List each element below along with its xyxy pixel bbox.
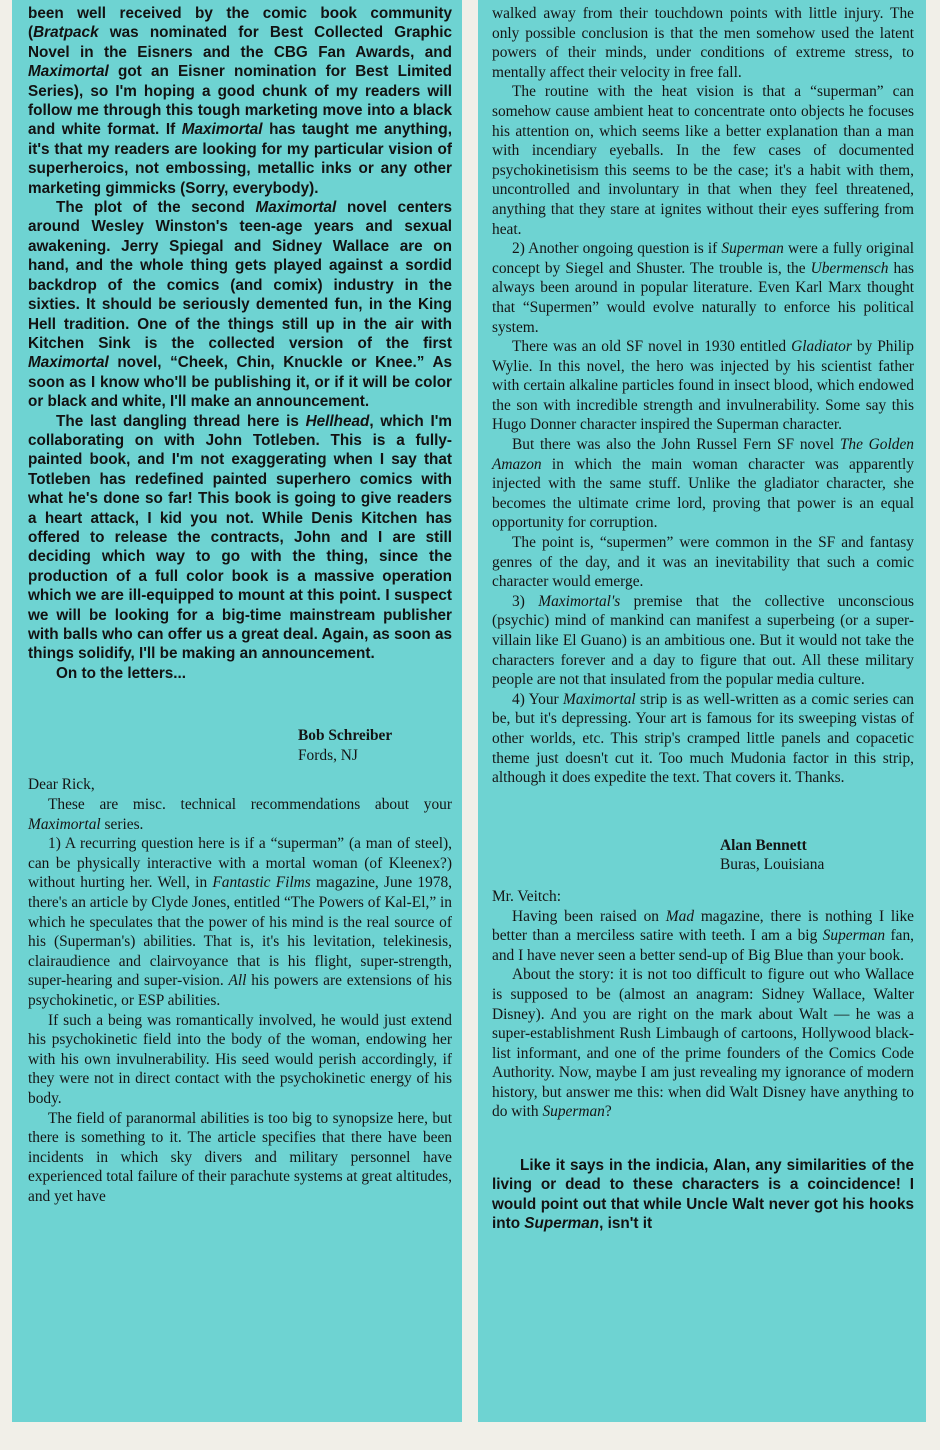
text-run: been well received by the comic book community ( — [28, 5, 452, 42]
second-letter-body — [492, 887, 914, 1122]
letter-paragraph — [492, 82, 914, 239]
italic-title-run: Fantastic Films — [212, 874, 311, 892]
letter-paragraph — [492, 690, 914, 788]
text-run: has always been around in popular literature. Even Karl Marx thought that “Supermen” would evolve naturally to enforce his political system. — [492, 259, 914, 336]
text-run: in which the main woman character was apparently injected with the same stuff. Unlike the gladiator character, she becomes the ultimate crime lord, proving that power is an equal opportunity for corruption. — [492, 455, 914, 532]
italic-title-run: Superman — [721, 240, 784, 258]
letter-paragraph — [492, 239, 914, 337]
text-run: ? — [604, 1103, 612, 1121]
text-run: Having been raised on — [512, 907, 666, 925]
text-run: The last dangling thread here is — [56, 412, 306, 430]
letter-paragraph — [492, 4, 914, 82]
editor-paragraph — [492, 1156, 914, 1234]
editor-reply — [492, 1156, 914, 1234]
italic-title-run: Maximortal — [563, 690, 636, 708]
text-run: , isn't it — [599, 1215, 653, 1233]
italic-title-run: Superman — [542, 1103, 605, 1121]
text-run: has taught me anything, it's that my readers are looking for my particular vision of superheroics, not embossing, metallic inks or any other marketing gimmicks (Sorry, everybody). — [28, 121, 452, 197]
italic-title-run: All — [228, 972, 247, 990]
text-run: were a fully original concept by Siegel and Shuster. The trouble is, the — [492, 240, 915, 277]
editor-paragraph — [28, 412, 452, 664]
text-run: magazine, there is nothing I like better than a merciless satire with teeth. I am a big — [492, 907, 915, 945]
text-run: The field of paranormal abilities is too big to synopsize here, but there is something to it. The article specifies that there have been incidents in which sky divers and military personnel have experienced total failure of their parachute systems at great altitudes, and yet have — [28, 1109, 452, 1205]
text-run: 2) Another ongoing question is if — [512, 240, 722, 258]
text-run: If such a being was romantically involved, he would just extend his psychokinetic field into the body of the woman, endowing her with his own invulnerability. His seed would perish accordingly, if they were not in direct contact with the psychokinetic energy of his body. — [28, 1011, 452, 1107]
italic-title-run: Gladiator — [791, 338, 852, 356]
letter-body-continued — [492, 4, 914, 788]
letter-paragraph — [492, 533, 914, 592]
letter-paragraph — [492, 907, 914, 966]
text-run: got an Eisner nomination for Best Limited Series), so I'm hoping a good chunk of my readers will follow me through this tough marketing move into a black and white format. If — [28, 63, 452, 139]
letter-paragraph — [28, 834, 452, 1010]
signature-name: Alan Bennett — [720, 836, 807, 854]
letter-paragraph — [28, 1109, 452, 1207]
italic-title-run: Maximortal — [255, 199, 337, 217]
italic-title-run: Mad — [665, 907, 695, 925]
text-run: premise that the collective unconscious (psychic) mind of mankind can manifest a superbeing (or a super-villain like El Guano) is an ambitious one. But it would not take the characters forever and a day to figure that out. All these military people are not that insulated from the popular media culture. — [492, 592, 915, 689]
text-run: , which I'm collaborating on with John Totleben. This is a fully-painted book, and I'm not exaggerating when I say that Totleben has redefined painted superhero comics with what he's done so far! This book is going to give readers a heart attack, I kid you not. While Denis Kitchen has offered to release the contracts, John and I are still deciding which way to go with the thing, since the production of a full color book is a massive operation which we are ill-equipped to mount at this point. I suspect we will be looking for a big-time mainstream publisher with balls who can offer us a great deal. Again, as soon as things solidify, I'll be making an announcement. — [28, 412, 452, 663]
italic-title-run: The Golden Amazon — [492, 436, 914, 473]
text-run: The routine with the heat vision is that a “superman” can somehow cause ambient heat to concentrate onto objects he focuses his attention on, which seems like a better explanation than a man with incendiary eyeballs. In the few cases of documented psychokinetisism this seems to be the case; it's a habit with them, uncontrolled and involuntary in that when they feel threatened, anything that they stare at ignites without their eyes suffering from heat. — [492, 83, 914, 238]
signature-name: Bob Schreiber — [298, 727, 393, 745]
editor-paragraph — [28, 664, 452, 683]
letter-paragraph — [492, 965, 914, 1122]
text-run: series. — [100, 815, 144, 833]
text-run: There was an old SF novel in 1930 entitled — [512, 338, 792, 356]
right-column — [478, 0, 926, 1422]
italic-title-run: Maximortal — [28, 815, 101, 833]
letter-signature — [298, 726, 452, 765]
letter-paragraph — [28, 795, 452, 834]
italic-title-run: Superman — [822, 927, 886, 945]
editor-paragraph — [28, 4, 452, 198]
signature-place: Fords, NJ — [298, 746, 358, 764]
text-run: The plot of the second — [56, 199, 256, 217]
text-run: 3) — [512, 592, 539, 610]
letter-paragraph — [492, 337, 914, 435]
letter-body — [28, 775, 452, 1206]
text-run: strip is as well-written as a comic series can be, but it's depressing. Your art is famous for its sweeping vistas of other worlds, etc. This strip's cramped little panels and copacetic theme just doesn't cut it. Too much Mudonia factor in this strip, although it does expedite the text. That covers it. Thanks. — [492, 690, 914, 787]
text-run: The point is, “supermen” were common in the SF and fantasy genres of the day, and it was an inevitability that such a comic character would emerge. — [492, 534, 914, 591]
text-run: fan, and I have never seen a better send-up of Big Blue than your book. — [492, 927, 914, 964]
text-run: 4) Your — [512, 690, 564, 708]
italic-title-run: Maximortal — [28, 63, 109, 81]
text-run: novel, “Cheek, Chin, Knuckle or Knee.” As soon as I know who'll be publishing it, or if it will be color or black and white, I'll make an announcement. — [28, 354, 452, 411]
italic-title-run: Maximortal's — [538, 592, 621, 610]
italic-title-run: Superman — [524, 1215, 600, 1233]
text-run: novel centers around Wesley Winston's teen-age years and sexual awakening. Jerry Spiegal and Sidney Wallace are on hand, and the whole thing gets played against a sordid backdrop of the comics (and comix) industry in the sixties. It should be seriously demented fun, in the King Hell tradition. One of the things still up in the air with Kitchen Sink is the collected version of the first — [28, 199, 452, 352]
text-run: About the story: it is not too difficult to figure out who Wallace is supposed to be (almost an anagram: Sidney Wallace, Walter Disney). And you are right on the mark about Walt — he was a super-establishment Rush Limbaugh of cartoons, Hollywood black-list informant, and one of the prime founders of the Comics Code Authority. Now, maybe I am just revealing my ignorance of modern history, but answer me this: when did Walt Disney have anything to do with — [492, 966, 914, 1121]
text-run: walked away from their touchdown points with little injury. The only possible conclusion is that the men somehow used the latent powers of their minds, under conditions of extreme stress, to mentally affect their velocity in free fall. — [492, 5, 914, 81]
text-run: magazine, June 1978, there's an article by Clyde Jones, entitled “The Powers of Kal-El,” in which he speculates that the power of his mind is the real source of his (Superman's) abilities. That is, it's his levitation, telekinesis, clairaudience and clairvoyance that is his flight, super-strength, super-hearing and super-vision. — [28, 874, 453, 990]
text-run: his powers are extensions of his psychokinetic, or ESP abilities. — [28, 972, 452, 1009]
editor-commentary — [28, 4, 452, 683]
editor-paragraph — [28, 198, 452, 411]
text-run: But there was also the John Russel Fern SF novel — [512, 436, 840, 454]
text-run: These are misc. technical recommendations about your — [48, 796, 452, 813]
italic-title-run: Maximortal — [28, 354, 109, 372]
italic-title-run: Ubermensch — [810, 259, 889, 277]
text-run: was nominated for Best Collected Graphic Novel in the Eisners and the CBG Fan Awards, and — [28, 24, 452, 61]
letter-paragraph — [492, 435, 914, 533]
letter-paragraph — [28, 1011, 452, 1109]
text-run: by Philip Wylie. In this novel, the hero was injected by his scientist father with certain alkaline particles found in insect blood, which endowed the son with incredible strength and invulnerability. Some say this Hugo Donner character inspired the Superman character. — [492, 338, 914, 434]
text-run: On to the letters... — [56, 664, 187, 682]
italic-title-run: Bratpack — [33, 24, 99, 42]
text-run: Like it says in the indicia, Alan, any similarities of the living or dead to these characters is a coincidence! I would point out that while Uncle Walt never got his hooks into — [492, 1157, 914, 1233]
text-run: 1) A recurring question here is if a “superman” (a man of steel), can be physically interactive with a mortal woman (of Kleenex?) without hurting her. Well, in — [28, 835, 452, 892]
left-column — [12, 0, 462, 1422]
letter-paragraph — [492, 592, 914, 690]
italic-title-run: Hellhead — [305, 412, 370, 430]
letter-signature — [720, 836, 914, 875]
letter-salutation: Mr. Veitch: — [492, 887, 561, 905]
signature-place: Buras, Louisiana — [720, 856, 825, 874]
italic-title-run: Maximortal — [181, 121, 263, 139]
letter-salutation: Dear Rick, — [28, 776, 95, 794]
